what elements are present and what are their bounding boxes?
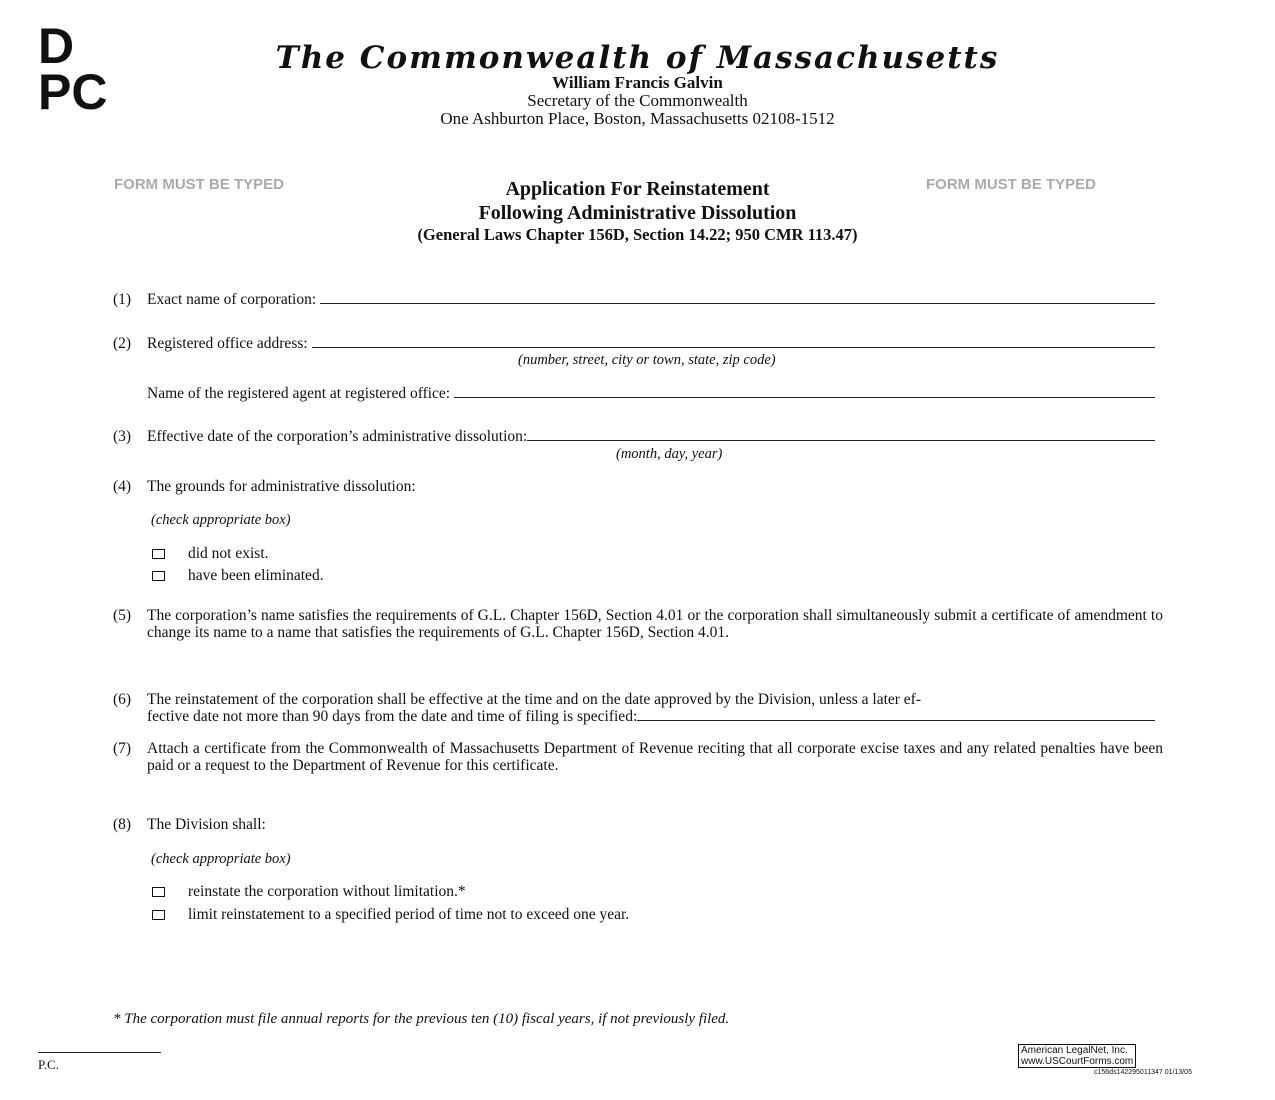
dissolution-date-field[interactable] xyxy=(527,428,1155,441)
certificate-text: Attach a certificate from the Commonwealth of Massachusetts Department of Revenue reciting that all corporate excise taxes and any related penalties have been paid or a request to the Department of Revenue for this certificate. xyxy=(147,740,1163,774)
checkbox-eliminated[interactable] xyxy=(152,571,165,581)
option-label: limit reinstatement to a specified period of time not to exceed one year. xyxy=(188,906,630,923)
item-number: (7) xyxy=(113,740,132,757)
pc-line xyxy=(38,1052,161,1053)
grounds-label: The grounds for administrative dissolution: xyxy=(147,478,416,495)
item-2-row xyxy=(113,335,1155,353)
checkbox-without-limitation[interactable] xyxy=(152,887,165,897)
check-hint: (check appropriate box) xyxy=(151,512,291,528)
checkbox-did-not-exist[interactable] xyxy=(152,549,165,559)
header-office: Secretary of the Commonwealth xyxy=(527,91,748,110)
stamp-link[interactable]: www.USCourtForms.com xyxy=(1021,1056,1134,1067)
notice-right: FORM MUST BE TYPED xyxy=(926,176,1097,193)
item-number: (5) xyxy=(113,607,132,624)
stamp-line1: American LegalNet, Inc. xyxy=(1021,1045,1128,1056)
option-label: did not exist. xyxy=(188,545,269,562)
division-label: The Division shall: xyxy=(147,816,266,833)
item-number: (3) xyxy=(113,428,132,445)
office-address-label: Registered office address: xyxy=(147,335,308,352)
item-number: (2) xyxy=(113,335,132,352)
effective-date-field[interactable] xyxy=(637,708,1155,721)
corporation-name-label: Exact name of corporation: xyxy=(147,291,317,308)
item-1-row xyxy=(113,291,1155,309)
effective-date-text: The reinstatement of the corporation shall be effective at the time and on the date approved by the Division, unless a later ef- xyxy=(147,691,922,708)
item-3-row xyxy=(113,428,1155,446)
office-address-field[interactable] xyxy=(312,335,1155,348)
header-address: One Ashburton Place, Boston, Massachusetts 02108-1512 xyxy=(440,109,835,128)
legalnet-stamp xyxy=(1018,1044,1136,1068)
form-title-line2: Following Administrative Dissolution xyxy=(478,202,797,224)
checkbox-limited-period[interactable] xyxy=(152,910,165,920)
pc-label: P.C. xyxy=(38,1057,59,1072)
footnote: * The corporation must file annual reports for the previous ten (10) fiscal years, if not previously filed. xyxy=(113,1011,730,1027)
dpc-logo-pc: PC xyxy=(38,64,108,120)
dpc-logo-d: D xyxy=(38,18,75,74)
option-label: reinstate the corporation without limitation.* xyxy=(188,883,466,900)
item-number: (6) xyxy=(113,691,132,708)
notice-left: FORM MUST BE TYPED xyxy=(114,176,285,193)
form-title-line1: Application For Reinstatement xyxy=(505,178,770,200)
item-number: (8) xyxy=(113,816,132,833)
header-name: William Francis Galvin xyxy=(552,73,723,92)
check-hint: (check appropriate box) xyxy=(151,851,291,867)
item-number: (4) xyxy=(113,478,132,495)
agent-row xyxy=(147,385,1155,403)
item-6-row xyxy=(147,708,1155,726)
corporation-name-field[interactable] xyxy=(320,291,1155,304)
agent-label: Name of the registered agent at registered office: xyxy=(147,385,451,402)
header-title: The Commonwealth of Massachusetts xyxy=(275,40,1000,76)
date-hint: (month, day, year) xyxy=(616,446,723,462)
effective-date-label: fective date not more than 90 days from the date and time of filing is specified: xyxy=(147,708,638,725)
form-code: c156ds142295011347 01/13/05 xyxy=(1094,1069,1192,1076)
name-requirement-text: The corporation’s name satisfies the requirements of G.L. Chapter 156D, Section 4.01 or the corporation shall simultaneously submit a certificate of amendment to change its name to a name that satisfies the requirements of G.L. Chapter 156D, Section 4.01. xyxy=(147,607,1163,641)
dissolution-date-label: Effective date of the corporation’s administrative dissolution: xyxy=(147,428,528,445)
form-title-line3: (General Laws Chapter 156D, Section 14.22; 950 CMR 113.47) xyxy=(417,225,858,244)
item-number: (1) xyxy=(113,291,132,308)
option-label: have been eliminated. xyxy=(188,567,324,584)
agent-field[interactable] xyxy=(454,385,1155,398)
address-hint: (number, street, city or town, state, zip code) xyxy=(518,352,776,368)
